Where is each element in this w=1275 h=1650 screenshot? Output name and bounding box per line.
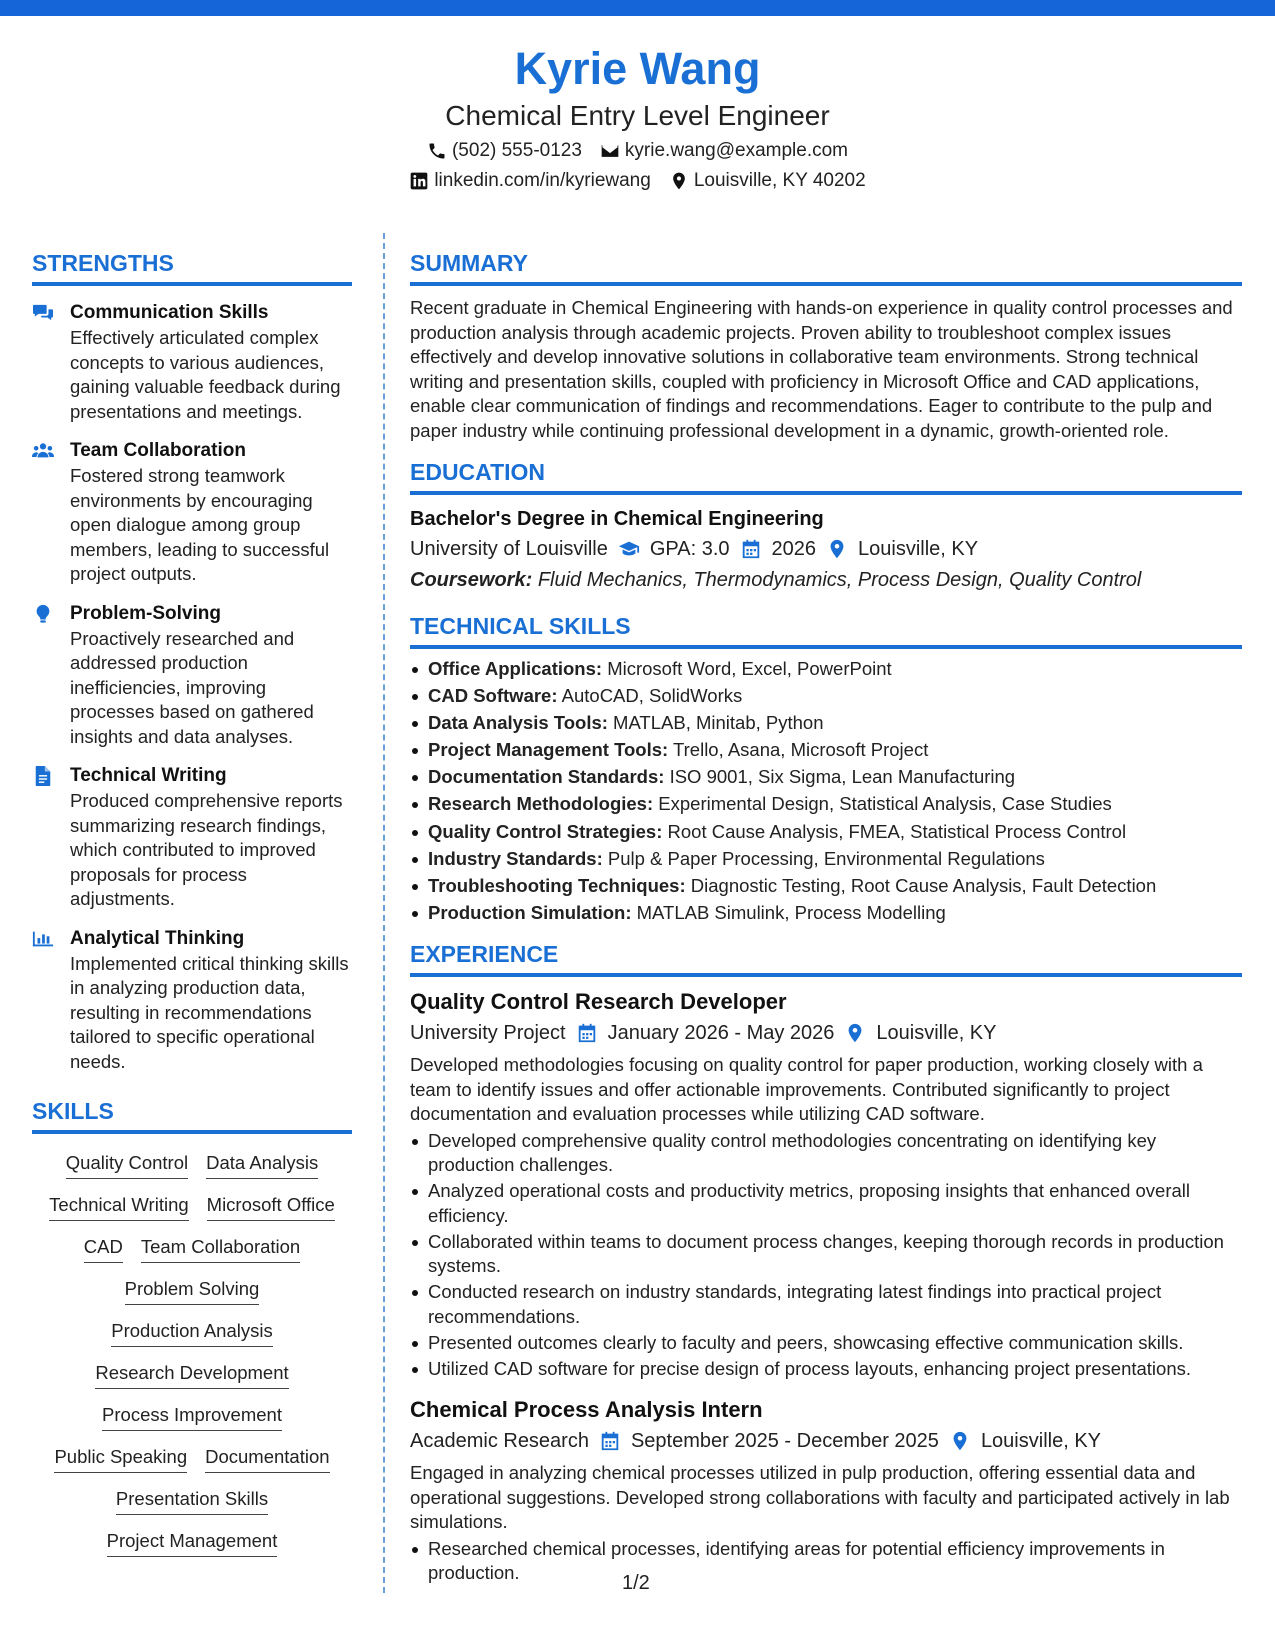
- skill-tag: Research Development: [95, 1360, 288, 1389]
- tech-skill-value: MATLAB Simulink, Process Modelling: [636, 901, 946, 923]
- list-item: Presented outcomes clearly to faculty and peers, showcasing effective communication skills.: [410, 1331, 1242, 1356]
- strength-name: Team Collaboration: [70, 440, 246, 461]
- summary-text: Recent graduate in Chemical Engineering with hands-on experience in quality control processes and production analysis through academic projects. Proven ability to troubleshoot complex issues effectively and develop innovative solutions in collaborative team environments. Strong technical writing and presentation skills, coupled with proficiency in Microsoft Office and CAD applications, enable clear communication of findings and recommendations. Eager to contribute to the pulp and paper industry while continuing professional development in a dynamic, growth-oriented role.: [410, 297, 1233, 441]
- linkedin-text: linkedin.com/in/kyriewang: [434, 170, 651, 191]
- skill-tag: Project Management: [107, 1528, 278, 1557]
- skill-row: [32, 1444, 352, 1473]
- job-location: Louisville, KY: [876, 1022, 997, 1045]
- users-icon: [32, 441, 54, 461]
- tech-skill-label: Office Applications:: [428, 658, 603, 679]
- list-item: [410, 684, 1242, 709]
- list-item: [410, 765, 1242, 790]
- tech-skill-label: Research Methodologies:: [428, 793, 654, 815]
- tech-skill-value: Root Cause Analysis, FMEA, Statistical Process Control: [667, 820, 1127, 842]
- tech-skill-value: MATLAB, Minitab, Python: [613, 712, 824, 734]
- calendar-icon: [599, 1430, 621, 1452]
- skill-tag: Microsoft Office: [207, 1192, 335, 1221]
- skill-row: [32, 1234, 352, 1263]
- strengths-heading: STRENGTHS: [32, 248, 352, 286]
- tech-skill-value: Microsoft Word, Excel, PowerPoint: [607, 658, 892, 679]
- job-meta: [410, 1017, 1242, 1049]
- bar-chart-icon: [32, 929, 54, 949]
- coursework-list: Fluid Mechanics, Thermodynamics, Process Design, Quality Control: [537, 569, 1142, 591]
- skill-tag: Problem Solving: [125, 1276, 260, 1305]
- column-divider: [383, 233, 385, 1593]
- list-item: [410, 901, 1242, 926]
- skill-row: [32, 1486, 352, 1515]
- graduation-year: 2026: [771, 538, 817, 560]
- skill-row: [32, 1276, 352, 1305]
- job-location: Louisville, KY: [980, 1430, 1101, 1453]
- job-entry: [410, 1395, 1242, 1586]
- skill-tag: CAD: [84, 1234, 123, 1263]
- job-title: Chemical Process Analysis Intern: [410, 1397, 763, 1423]
- phone-contact[interactable]: [427, 136, 582, 166]
- education-location: Louisville, KY: [858, 538, 979, 560]
- location-contact: [669, 166, 866, 196]
- summary-heading: SUMMARY: [410, 248, 1242, 286]
- coursework-label: Coursework:: [410, 569, 533, 591]
- list-item: [410, 738, 1242, 763]
- skill-tag: Technical Writing: [49, 1192, 189, 1221]
- job-meta: [410, 1425, 1242, 1457]
- list-item: Conducted research on industry standards, integrating latest findings into practical project recommendations.: [410, 1280, 1242, 1329]
- strength-item: [32, 601, 352, 750]
- calendar-icon: [740, 538, 762, 560]
- list-item: Researched chemical processes, identifying areas for potential efficiency improvements in production.: [410, 1537, 1242, 1586]
- tech-skill-label: Quality Control Strategies:: [428, 820, 663, 842]
- strength-item: [32, 438, 352, 587]
- gpa-text: GPA: 3.0: [649, 538, 730, 560]
- school-name: University of Louisville: [410, 538, 608, 560]
- strength-item: [32, 926, 352, 1075]
- candidate-name: Kyrie Wang: [514, 43, 761, 94]
- list-item: Collaborated within teams to document process changes, keeping thorough records in production systems.: [410, 1230, 1242, 1279]
- top-accent-bar: [0, 0, 1275, 16]
- right-column: [410, 248, 1242, 1600]
- list-item: Analyzed operational costs and productivity metrics, proposing insights that enhanced overall efficiency.: [410, 1179, 1242, 1228]
- tech-skill-label: Project Management Tools:: [428, 739, 669, 761]
- job-entry: [410, 987, 1242, 1381]
- skill-tag: Process Improvement: [102, 1402, 282, 1431]
- calendar-icon: [576, 1022, 598, 1044]
- skill-row: [32, 1360, 352, 1389]
- contact-row-1: [0, 136, 1275, 166]
- technical-skills-list: [410, 657, 1242, 925]
- technical-skills-heading: TECHNICAL SKILLS: [410, 611, 1242, 649]
- list-item: Developed comprehensive quality control methodologies concentrating on identifying key production challenges.: [410, 1129, 1242, 1178]
- tech-skill-label: Troubleshooting Techniques:: [428, 874, 686, 896]
- resume-header: [0, 40, 1275, 196]
- skill-tag: Production Analysis: [111, 1318, 272, 1347]
- graduation-cap-icon: [618, 538, 640, 560]
- map-pin-icon: [669, 171, 689, 191]
- experience-heading: EXPERIENCE: [410, 939, 1242, 977]
- strength-item: [32, 300, 352, 424]
- job-dates: September 2025 - December 2025: [630, 1430, 939, 1453]
- education-meta: [410, 533, 1242, 565]
- job-dates: January 2026 - May 2026: [607, 1022, 835, 1045]
- strength-desc: Proactively researched and addressed production inefficiencies, improving processes based on gathered insights and data analyses.: [70, 627, 314, 747]
- phone-icon: [427, 141, 447, 161]
- list-item: [410, 847, 1242, 872]
- job-description: Developed methodologies focusing on quality control for paper production, working closely with a team to identify issues and offer actionable improvements. Contributed significantly to project documentation and evaluation processes while utilizing CAD software.: [410, 1054, 1203, 1125]
- map-pin-icon: [949, 1430, 971, 1452]
- email-contact[interactable]: [600, 136, 848, 166]
- degree-name: Bachelor's Degree in Chemical Engineering: [410, 508, 824, 530]
- list-item: [410, 820, 1242, 845]
- list-item: [410, 711, 1242, 736]
- strength-name: Problem-Solving: [70, 602, 221, 624]
- left-column: [32, 248, 352, 1570]
- tech-skill-value: Experimental Design, Statistical Analysis, Case Studies: [658, 793, 1112, 815]
- skill-tag: Quality Control: [66, 1150, 188, 1179]
- tech-skill-value: Pulp & Paper Processing, Environmental Regulations: [607, 847, 1045, 869]
- tech-skill-label: Industry Standards:: [428, 847, 603, 869]
- job-bullets: [410, 1537, 1242, 1586]
- map-pin-icon: [844, 1022, 866, 1044]
- tech-skill-value: ISO 9001, Six Sigma, Lean Manufacturing: [669, 766, 1016, 788]
- strength-desc: Effectively articulated complex concepts to various audiences, gaining valuable feedback during presentations and meetings.: [70, 327, 341, 422]
- envelope-icon: [600, 141, 620, 161]
- comments-icon: [32, 303, 54, 323]
- linkedin-contact[interactable]: [409, 166, 651, 196]
- map-pin-icon: [826, 538, 848, 560]
- job-bullets: [410, 1129, 1242, 1382]
- location-text: Louisville, KY 40202: [693, 170, 866, 191]
- skill-tag: Team Collaboration: [141, 1234, 300, 1263]
- linkedin-icon: [409, 171, 429, 191]
- document-icon: [32, 766, 54, 786]
- page-number: 1/2: [622, 1572, 650, 1594]
- contact-row-2: [0, 166, 1275, 196]
- tech-skill-value: AutoCAD, SolidWorks: [561, 685, 743, 707]
- skill-row: [32, 1318, 352, 1347]
- tech-skill-value: Diagnostic Testing, Root Cause Analysis, Fault Detection: [690, 874, 1157, 896]
- strength-name: Technical Writing: [70, 765, 227, 786]
- skill-tag: Documentation: [205, 1444, 329, 1473]
- strength-desc: Produced comprehensive reports summarizing research findings, which contributed to improved proposals for process adjustments.: [70, 790, 343, 909]
- list-item: Utilized CAD software for precise design of process layouts, enhancing project presentations.: [410, 1357, 1242, 1382]
- strength-item: [32, 763, 352, 912]
- tech-skill-label: CAD Software:: [428, 685, 558, 707]
- skill-tag: Data Analysis: [206, 1150, 318, 1179]
- tech-skill-label: Documentation Standards:: [428, 766, 665, 788]
- strength-desc: Fostered strong teamwork environments by encouraging open dialogue among group members, leading to successful project outputs.: [70, 465, 330, 584]
- coursework: [410, 565, 1242, 595]
- skills-list: [32, 1150, 352, 1557]
- strength-name: Analytical Thinking: [70, 927, 245, 949]
- phone-text: (502) 555-0123: [451, 140, 582, 161]
- job-org: University Project: [410, 1022, 566, 1045]
- list-item: [410, 792, 1242, 817]
- skill-row: [32, 1528, 352, 1557]
- strength-name: Communication Skills: [70, 302, 269, 323]
- education-heading: EDUCATION: [410, 457, 1242, 495]
- strength-desc: Implemented critical thinking skills in analyzing production data, resulting in recommendations tailored to specific operational needs.: [70, 952, 349, 1072]
- skill-row: [32, 1150, 352, 1179]
- candidate-title: Chemical Entry Level Engineer: [445, 100, 830, 131]
- skills-heading: SKILLS: [32, 1096, 352, 1134]
- skill-row: [32, 1402, 352, 1431]
- tech-skill-label: Data Analysis Tools:: [428, 712, 608, 734]
- list-item: [410, 657, 1242, 682]
- job-org: Academic Research: [410, 1430, 589, 1453]
- tech-skill-value: Trello, Asana, Microsoft Project: [673, 739, 929, 761]
- job-description: Engaged in analyzing chemical processes utilized in pulp production, offering essential data and operational suggestions. Developed strong collaborations with faculty and participated actively in lab simulations.: [410, 1462, 1230, 1533]
- job-title: Quality Control Research Developer: [410, 989, 787, 1015]
- skill-row: [32, 1192, 352, 1221]
- lightbulb-icon: [32, 604, 54, 624]
- skill-tag: Public Speaking: [54, 1444, 187, 1473]
- email-text: kyrie.wang@example.com: [624, 140, 849, 161]
- tech-skill-label: Production Simulation:: [428, 901, 632, 923]
- skill-tag: Presentation Skills: [116, 1486, 268, 1515]
- list-item: [410, 874, 1242, 899]
